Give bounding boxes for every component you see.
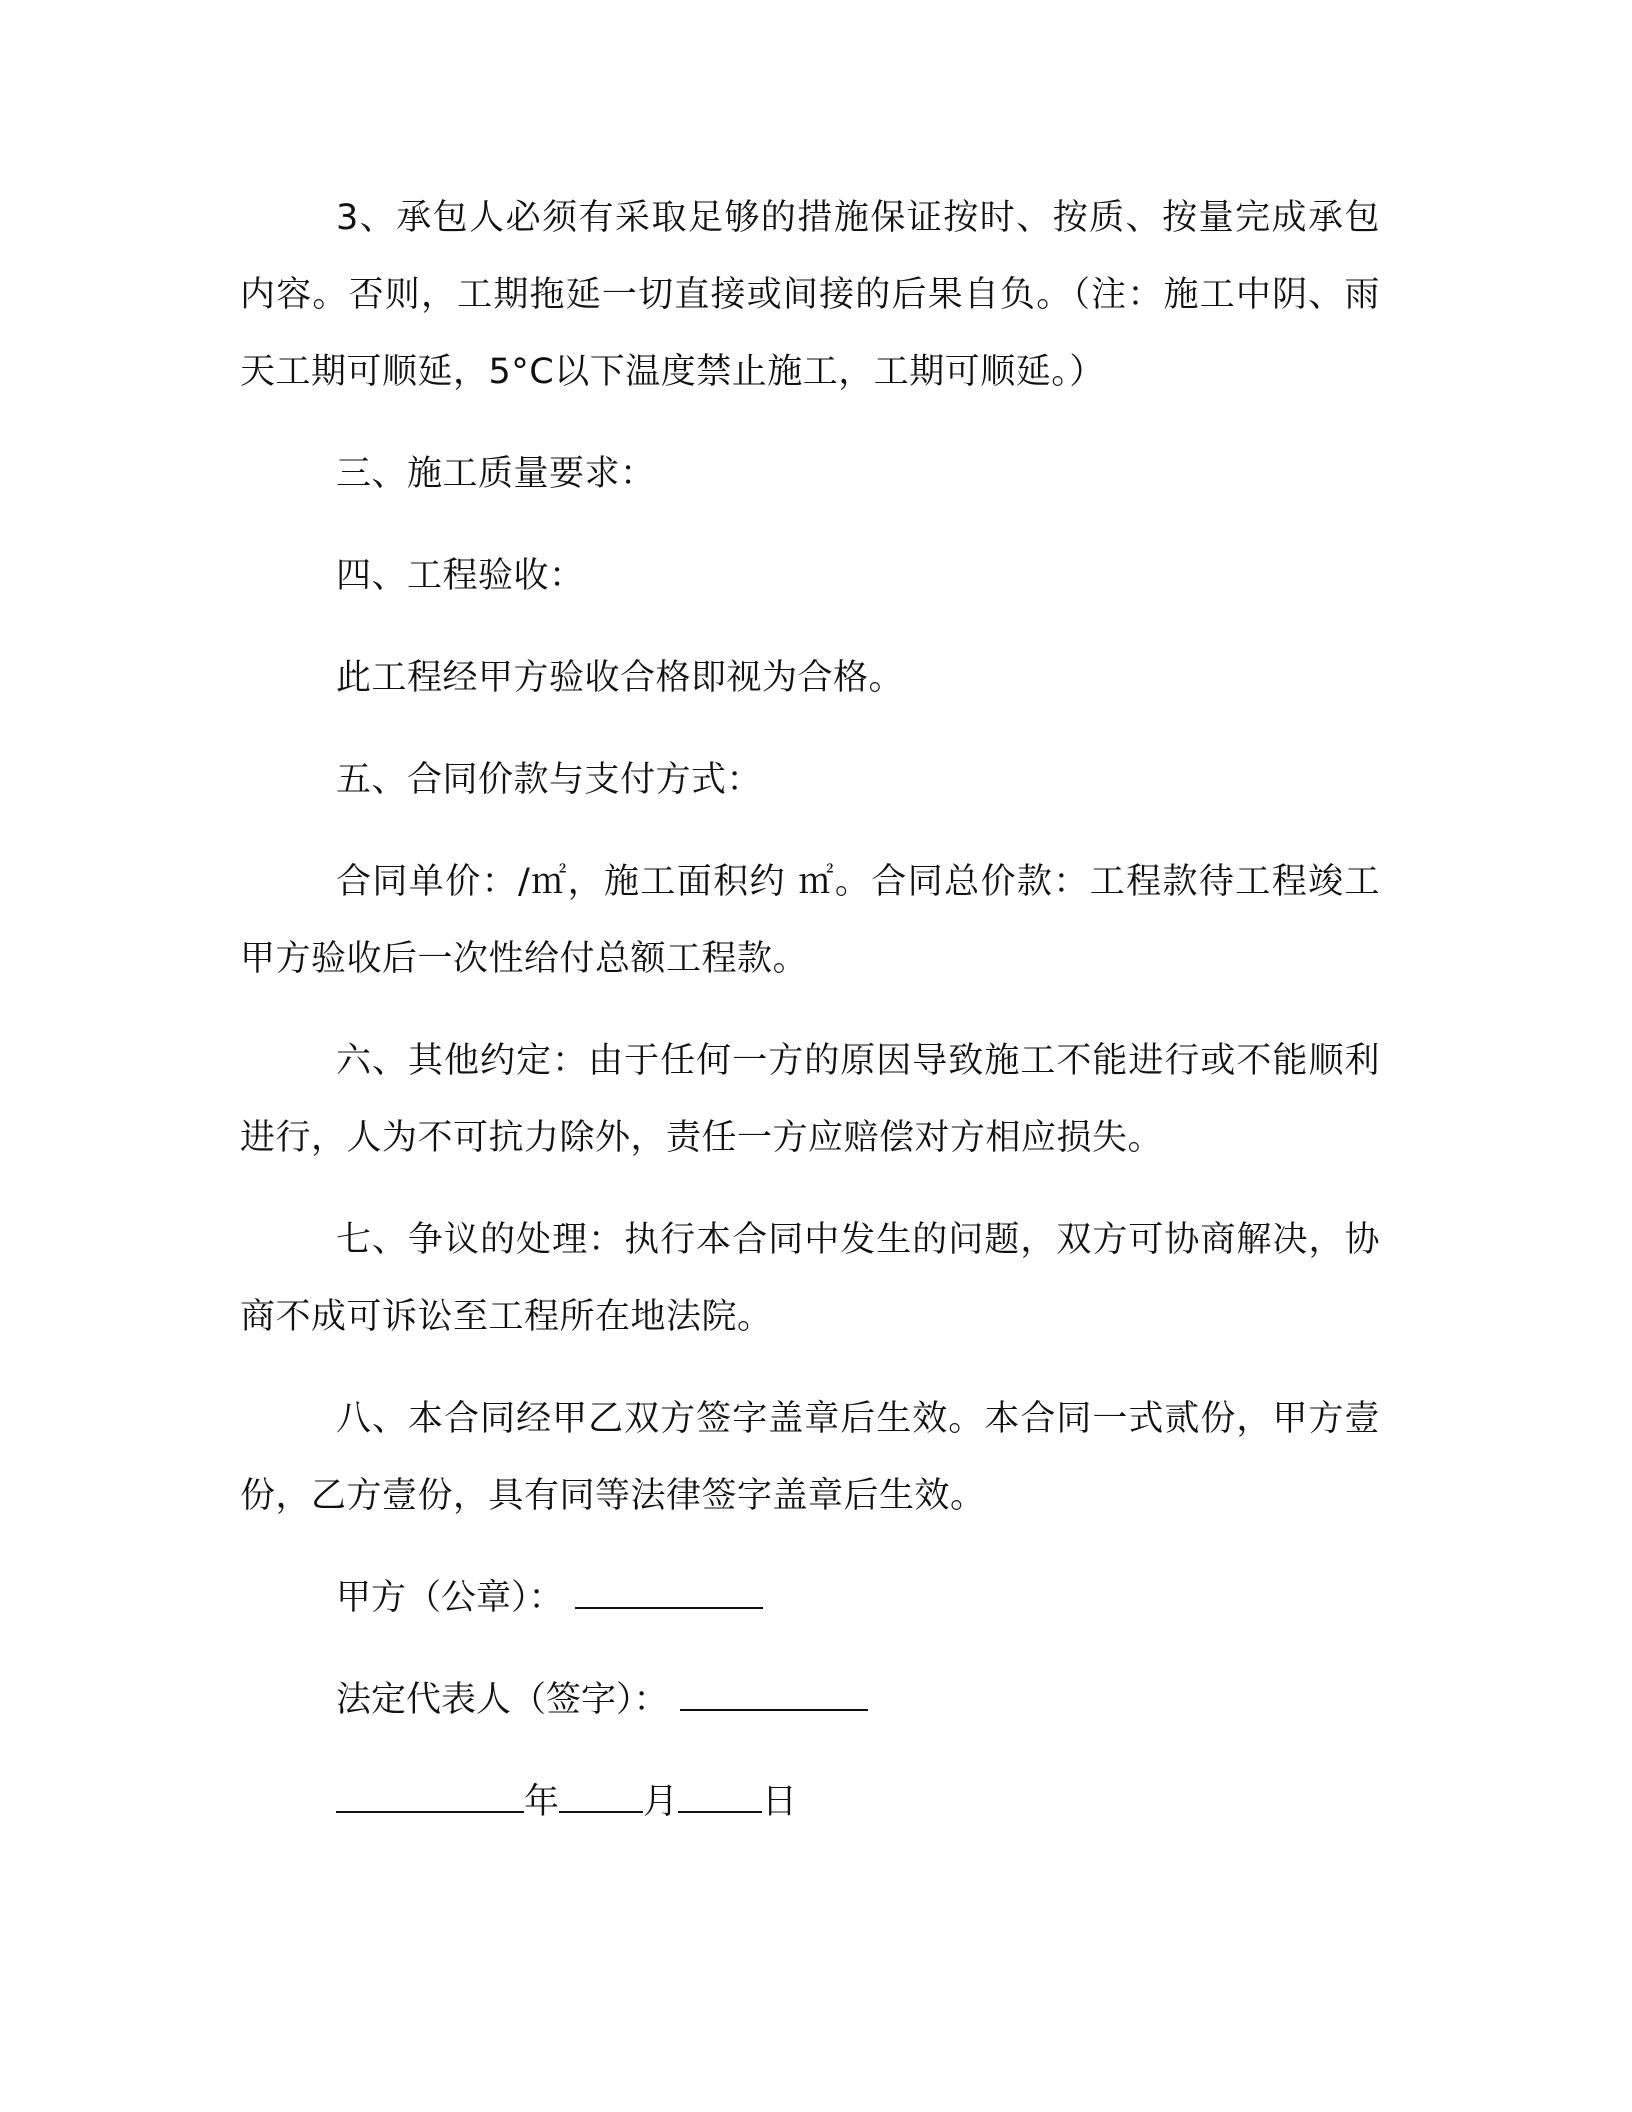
date-line	[240, 1764, 1380, 1841]
clause-3-construction-period: 3、承包人必须有采取足够的措施保证按时、按质、按量完成承包内容。否则，工期拖延一切直接或间接的后果自负。（注：施工中阴、雨天工期可顺延，5°C以下温度禁止施工，工期可顺延。）	[240, 198, 1380, 392]
section-5-price-heading: 五、合同价款与支付方式：	[336, 760, 763, 800]
representative-signature-blank[interactable]	[680, 1673, 868, 1711]
representative-signature-line	[240, 1662, 1380, 1739]
document-page	[240, 180, 1380, 1866]
representative-label: 法定代表人（签字）：	[336, 1680, 669, 1720]
day-blank[interactable]	[678, 1775, 762, 1813]
party-a-seal-line	[240, 1560, 1380, 1637]
section-7-disputes: 七、争议的处理：执行本合同中发生的问题，双方可协商解决，协商不成可诉讼至工程所在地法院。	[240, 1220, 1380, 1337]
acceptance-text: 此工程经甲方验收合格即视为合格。	[336, 658, 905, 698]
party-a-seal-label: 甲方（公章）：	[336, 1578, 564, 1618]
year-label: 年	[524, 1782, 560, 1822]
party-a-seal-blank[interactable]	[575, 1571, 763, 1609]
section-6-other-terms: 六、其他约定：由于任何一方的原因导致施工不能进行或不能顺利进行，人为不可抗力除外，责任一方应赔偿对方相应损失。	[240, 1041, 1380, 1158]
month-label: 月	[643, 1782, 679, 1822]
day-label: 日	[762, 1782, 798, 1822]
year-blank[interactable]	[336, 1775, 524, 1813]
month-blank[interactable]	[559, 1775, 643, 1813]
section-4-acceptance-heading: 四、工程验收：	[336, 556, 585, 596]
section-3-quality-heading: 三、施工质量要求：	[336, 454, 656, 494]
price-text: 合同单价：/㎡，施工面积约 ㎡。合同总价款：工程款待工程竣工甲方验收后一次性给付总额工程款。	[240, 862, 1380, 979]
section-8-effectiveness: 八、本合同经甲乙双方签字盖章后生效。本合同一式贰份，甲方壹份，乙方壹份，具有同等法律签字盖章后生效。	[240, 1399, 1380, 1516]
